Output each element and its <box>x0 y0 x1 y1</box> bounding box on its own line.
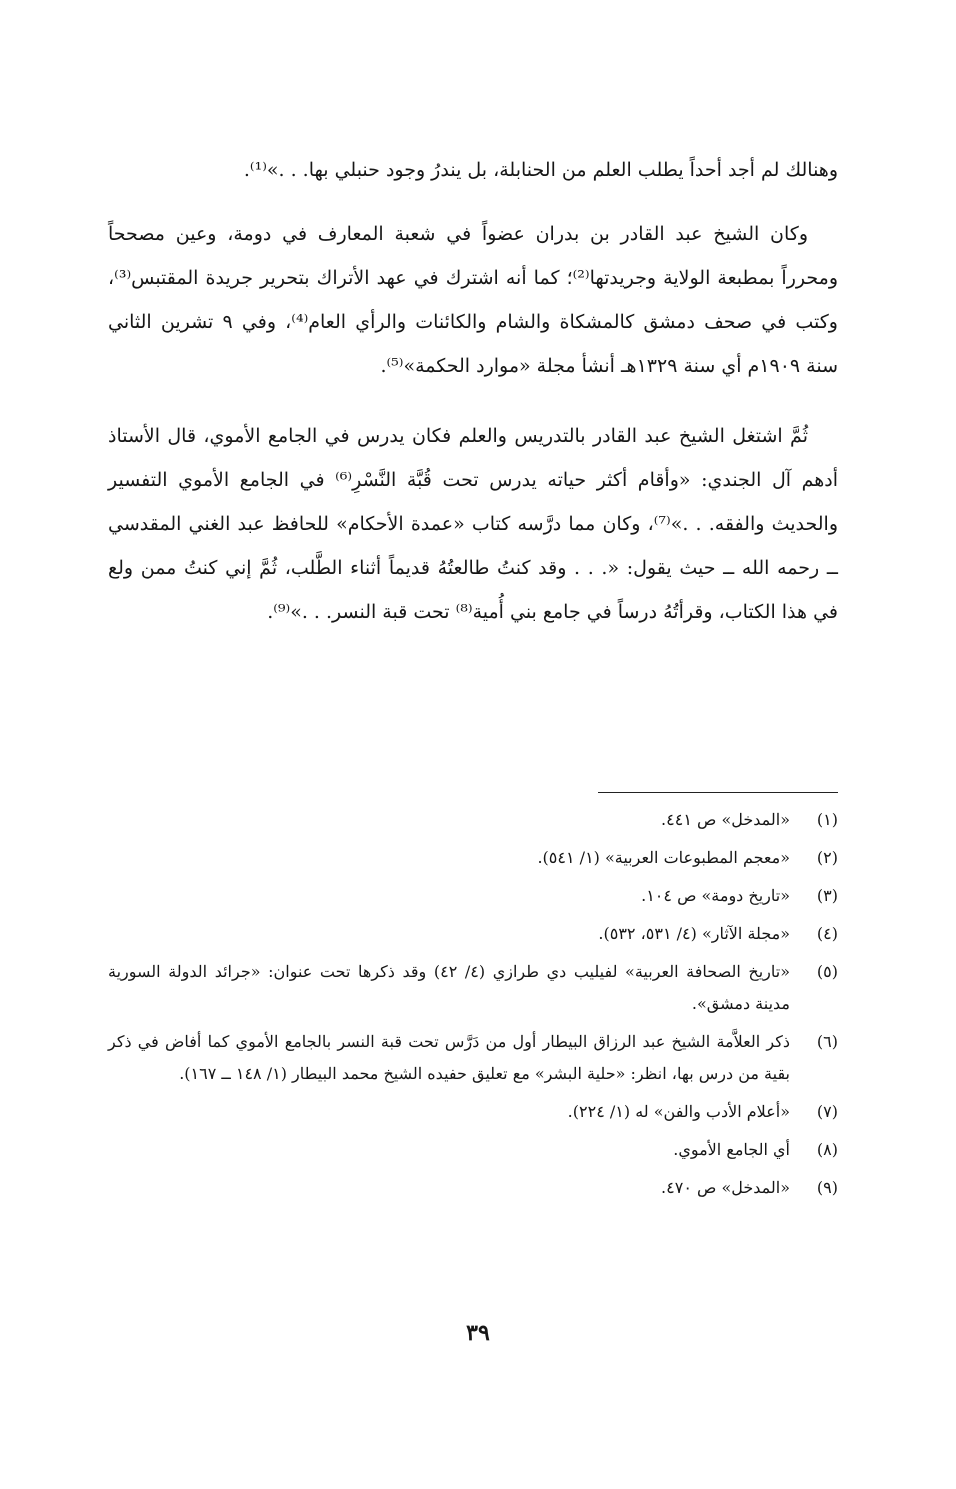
footnote-text: ذكر العلاَّمة الشيخ عبد الرزاق البيطار أول من دَرَّس تحت قبة النسر بالجامع الأموي كما أفاض في ذكر بقية من درس بها، انظر: «حلية البشر» مع تعليق حفيده الشيخ محمد البيطار (١/ ١٤٨ ــ ١٦٧). <box>108 1032 790 1083</box>
footnote-item <box>108 842 838 874</box>
footnote-number: (٥) <box>816 962 838 981</box>
footnote-text: «المدخل» ص ٤٤١. <box>661 810 790 829</box>
footnote-text: «معجم المطبوعات العربية» (١/ ٥٤١). <box>537 848 790 867</box>
footnote-item <box>108 880 838 912</box>
footnote-number: (٤) <box>816 924 838 943</box>
page-number: ٣٩ <box>466 1320 490 1346</box>
footnote-number: (٧) <box>816 1102 838 1121</box>
footnotes <box>108 804 838 1210</box>
footnote-divider <box>598 792 838 793</box>
footnote-item <box>108 804 838 836</box>
footnote-text: «تاريخ الصحافة العربية» لفيليب دي طرازي (٤/ ٤٢) وقد ذكرها تحت عنوان: «جرائد الدولة السورية مدينة دمشق». <box>108 962 791 1013</box>
footnote-item <box>108 918 838 950</box>
footnote-text: «المدخل» ص ٤٧٠. <box>661 1178 790 1197</box>
footnote-number: (٣) <box>816 886 838 905</box>
paragraph-biography: وكان الشيخ عبد القادر بن بدران عضواً في شعبة المعارف في دومة، وعين مصححاً ومحرراً بمطبعة الولاية وجريدتها⁽²⁾؛ كما أنه اشترك في عهد الأتراك بتحرير جريدة المقتبس⁽³⁾، وكتب في صحف دمشق كالمشكاة والشام والكائنات والرأي العام⁽⁴⁾، وفي ٩ تشرين الثاني سنة ١٩٠٩م أي سنة ١٣٢٩هـ أنشأ مجلة «موارد الحكمة»⁽⁵⁾. <box>108 223 838 377</box>
paragraph-teaching: ثُمَّ اشتغل الشيخ عبد القادر بالتدريس والعلم فكان يدرس في الجامع الأموي، قال الأستاذ أدهم آل الجندي: «وأقام أكثر حياته يدرس تحت قُبَّة النَّسْرِ⁽⁶⁾ في الجامع الأموي التفسير والحديث والفقه. . .»⁽⁷⁾، وكان مما درَّسه كتاب «عمدة الأحكام» للحافظ عبد الغني المقدسي ــ رحمه الله ــ حيث يقول: «. . . وقد كنتُ طالعتُهُ قديماً أثناء الطَّلب، ثُمَّ إني كنتُ ممن ولع في هذا الكتاب، وقرأتُهُ درساً في جامع بني أُمية⁽⁸⁾ تحت قبة النسر. . .»⁽⁹⁾. <box>108 425 838 623</box>
footnote-number: (٩) <box>816 1178 838 1197</box>
footnote-number: (٨) <box>816 1140 838 1159</box>
footnote-text: «تاريخ دومة» ص ١٠٤. <box>641 886 790 905</box>
footnote-number: (٢) <box>816 848 838 867</box>
body-text <box>108 148 838 634</box>
footnote-text: «أعلام الأدب والفن» له (١/ ٢٢٤). <box>567 1102 790 1121</box>
footnote-item <box>108 1134 838 1166</box>
footnote-item <box>108 956 838 1020</box>
paragraph-continuation: وهنالك لم أجد أحداً يطلب العلم من الحنابلة، بل يندرُ وجود حنبلي بها. . .»⁽¹⁾. <box>243 159 838 181</box>
footnote-item <box>108 1026 838 1090</box>
footnote-item <box>108 1172 838 1204</box>
footnote-text: أي الجامع الأموي. <box>673 1140 790 1159</box>
footnote-number: (١) <box>816 810 838 829</box>
footnote-number: (٦) <box>816 1032 838 1051</box>
footnote-text: «مجلة الآثار» (٤/ ٥٣١، ٥٣٢). <box>598 924 790 943</box>
footnote-item <box>108 1096 838 1128</box>
